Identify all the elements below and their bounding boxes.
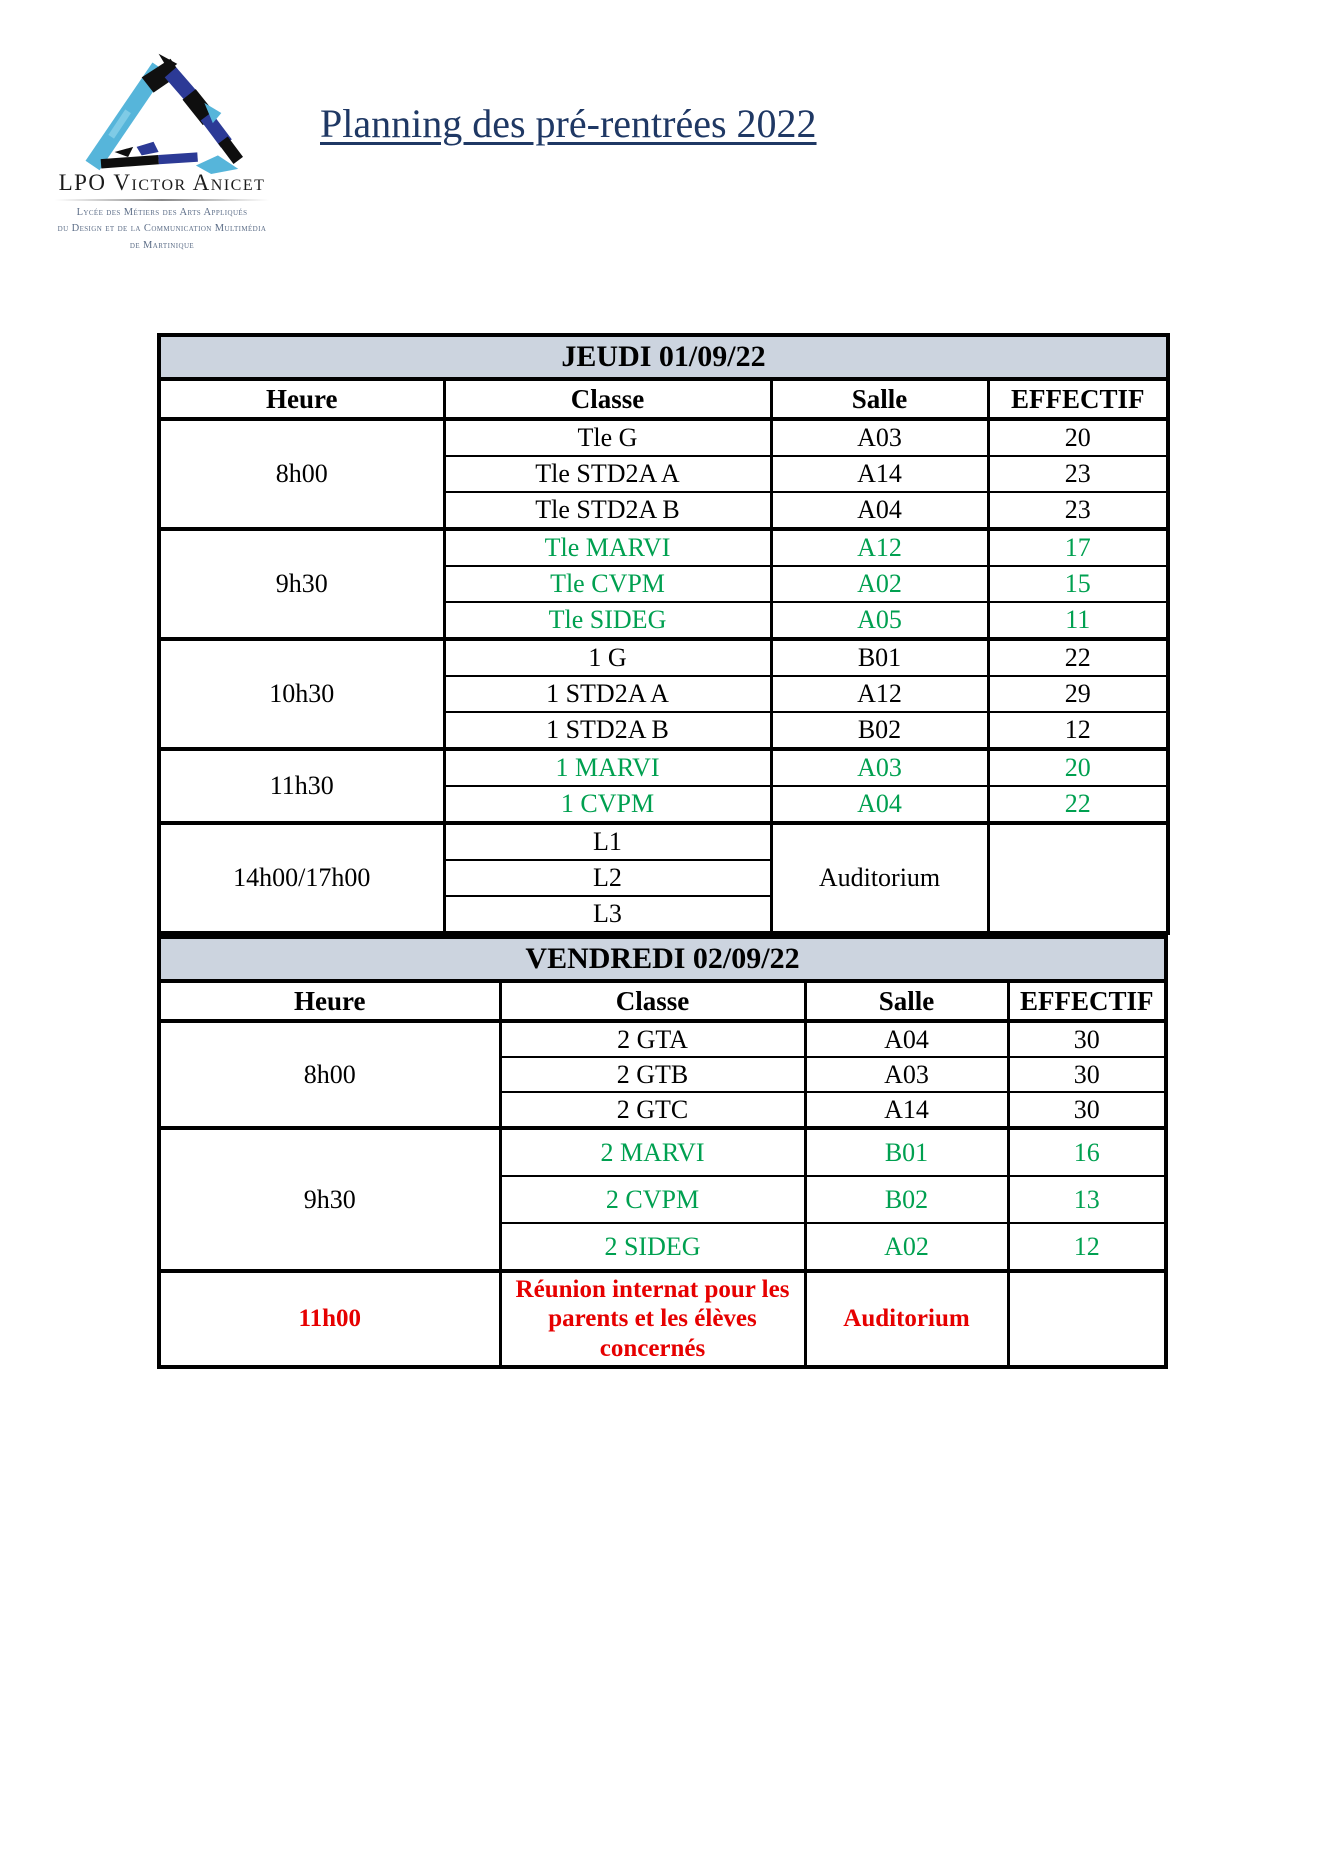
heure-cell: 9h30 <box>159 529 444 639</box>
table-row <box>159 639 1168 676</box>
classe-cell: 2 SIDEG <box>500 1223 805 1271</box>
effectif-cell <box>1008 1271 1166 1367</box>
logo-divider <box>55 199 269 201</box>
column-header-row <box>159 379 1168 419</box>
effectif-cell: 30 <box>1008 1092 1166 1128</box>
classe-cell: Tle MARVI <box>444 529 771 566</box>
salle-cell: A04 <box>771 786 988 823</box>
effectif-cell: 29 <box>988 676 1168 712</box>
classe-cell: 1 STD2A A <box>444 676 771 712</box>
effectif-cell: 30 <box>1008 1057 1166 1092</box>
column-header-row <box>159 981 1166 1021</box>
heure-cell: 14h00/17h00 <box>159 823 444 933</box>
effectif-cell: 20 <box>988 419 1168 456</box>
effectif-cell: 30 <box>1008 1021 1166 1057</box>
classe-cell: 1 CVPM <box>444 786 771 823</box>
salle-cell: B02 <box>805 1176 1008 1223</box>
day-header-row <box>159 335 1168 379</box>
classe-cell: 2 CVPM <box>500 1176 805 1223</box>
classe-cell: 2 MARVI <box>500 1128 805 1176</box>
heure-cell: 11h30 <box>159 749 444 823</box>
effectif-cell: 15 <box>988 566 1168 602</box>
table-row <box>159 749 1168 786</box>
classe-cell: 1 STD2A B <box>444 712 771 749</box>
column-header-effectif: EFFECTIF <box>1008 981 1166 1021</box>
day-title: JEUDI 01/09/22 <box>159 335 1168 379</box>
salle-cell: B01 <box>771 639 988 676</box>
logo-subtitle-line: Lycée des Métiers des Arts Appliqués <box>76 207 248 218</box>
schedule-table-jeudi <box>157 333 1170 935</box>
salle-cell: A03 <box>805 1057 1008 1092</box>
classe-cell: 2 GTC <box>500 1092 805 1128</box>
salle-cell: A04 <box>771 492 988 529</box>
classe-cell: L3 <box>444 896 771 933</box>
table-row <box>159 1128 1166 1176</box>
column-header-classe: Classe <box>500 981 805 1021</box>
logo-org-name: LPO Victor Anicet <box>58 170 266 195</box>
column-header-effectif: EFFECTIF <box>988 379 1168 419</box>
effectif-cell: 22 <box>988 786 1168 823</box>
column-header-heure: Heure <box>159 379 444 419</box>
effectif-cell: 12 <box>1008 1223 1166 1271</box>
salle-cell: A14 <box>805 1092 1008 1128</box>
classe-cell: 1 MARVI <box>444 749 771 786</box>
column-header-classe: Classe <box>444 379 771 419</box>
page-title: Planning des pré-rentrées 2022 <box>320 101 817 146</box>
classe-cell: Tle CVPM <box>444 566 771 602</box>
effectif-cell: 22 <box>988 639 1168 676</box>
salle-cell: A02 <box>771 566 988 602</box>
salle-cell: A03 <box>771 419 988 456</box>
salle-cell: A14 <box>771 456 988 492</box>
effectif-cell: 16 <box>1008 1128 1166 1176</box>
table-row <box>159 529 1168 566</box>
classe-cell: 2 GTB <box>500 1057 805 1092</box>
effectif-cell: 12 <box>988 712 1168 749</box>
day-header-row <box>159 937 1166 981</box>
table-row <box>159 1271 1166 1367</box>
effectif-cell: 23 <box>988 456 1168 492</box>
classe-cell: Tle STD2A A <box>444 456 771 492</box>
heure-cell: 8h00 <box>159 1021 500 1128</box>
salle-cell: A02 <box>805 1223 1008 1271</box>
column-header-heure: Heure <box>159 981 500 1021</box>
classe-cell: Tle SIDEG <box>444 602 771 639</box>
salle-cell: B02 <box>771 712 988 749</box>
heure-cell: 8h00 <box>159 419 444 529</box>
classe-cell: L2 <box>444 860 771 896</box>
effectif-cell <box>988 823 1168 933</box>
salle-cell: A04 <box>805 1021 1008 1057</box>
schedule-table-vendredi <box>157 935 1168 1369</box>
table-row <box>159 419 1168 456</box>
logo-subtitle-line: du Design et de la Communication Multimédia <box>57 223 267 235</box>
logo-subtitle-line: de Martinique <box>129 239 195 251</box>
classe-cell: 1 G <box>444 639 771 676</box>
effectif-cell: 13 <box>1008 1176 1166 1223</box>
salle-cell: A12 <box>771 529 988 566</box>
logo-triangle-icon <box>77 52 247 174</box>
effectif-cell: 23 <box>988 492 1168 529</box>
salle-cell: A12 <box>771 676 988 712</box>
column-header-salle: Salle <box>771 379 988 419</box>
classe-cell: Réunion internat pour les parents et les élèves concernés <box>500 1271 805 1367</box>
classe-cell: Tle G <box>444 419 771 456</box>
salle-cell: Auditorium <box>805 1271 1008 1367</box>
table-row <box>159 1021 1166 1057</box>
salle-cell: B01 <box>805 1128 1008 1176</box>
heure-cell: 9h30 <box>159 1128 500 1271</box>
effectif-cell: 20 <box>988 749 1168 786</box>
table-row <box>159 823 1168 860</box>
day-title: VENDREDI 02/09/22 <box>159 937 1166 981</box>
salle-cell: A03 <box>771 749 988 786</box>
effectif-cell: 17 <box>988 529 1168 566</box>
effectif-cell: 11 <box>988 602 1168 639</box>
heure-cell: 10h30 <box>159 639 444 749</box>
heure-cell: 11h00 <box>159 1271 500 1367</box>
school-logo <box>48 52 276 254</box>
classe-cell: L1 <box>444 823 771 860</box>
column-header-salle: Salle <box>805 981 1008 1021</box>
salle-cell: Auditorium <box>771 823 988 933</box>
classe-cell: Tle STD2A B <box>444 492 771 529</box>
salle-cell: A05 <box>771 602 988 639</box>
classe-cell: 2 GTA <box>500 1021 805 1057</box>
